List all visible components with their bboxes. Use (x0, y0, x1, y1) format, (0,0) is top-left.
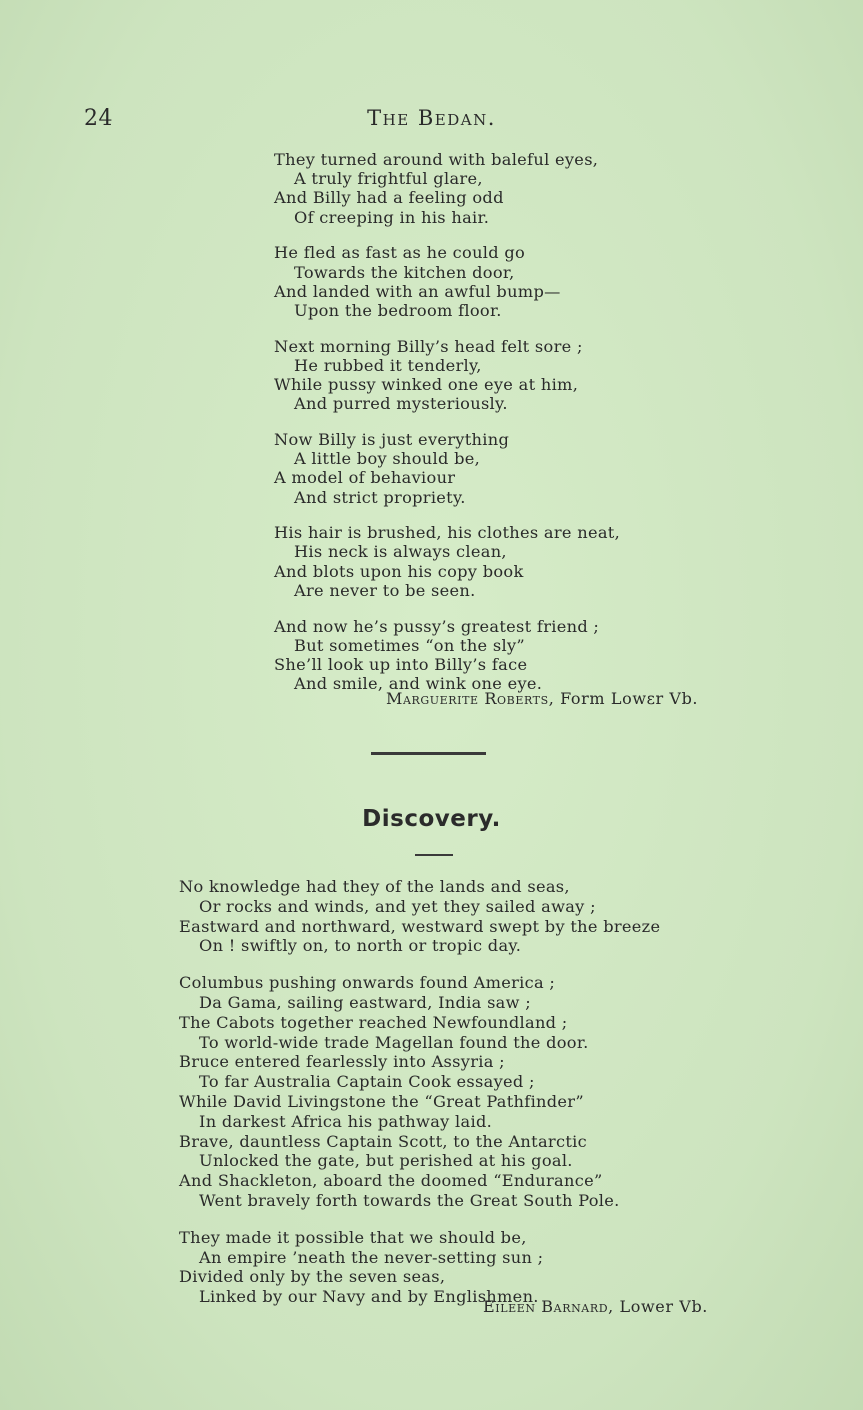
poem-line: She’ll look up into Billy’s face (274, 654, 528, 674)
title-underline (415, 854, 453, 856)
poem-line: Columbus pushing onwards found America ; (179, 973, 556, 993)
poem-line: Went bravely forth towards the Great South Pole. (199, 1190, 620, 1210)
poem-line: They made it possible that we should be, (179, 1227, 527, 1247)
poem-line: Bruce entered fearlessly into Assyria ; (179, 1052, 505, 1072)
poem-line: To far Australia Captain Cook essayed ; (199, 1072, 535, 1092)
poem-line: His hair is brushed, his clothes are neat, (274, 523, 621, 543)
poem-line: Brave, dauntless Captain Scott, to the Antarctic (179, 1131, 587, 1151)
poem-line: Unlocked the gate, but perished at his goal. (199, 1151, 573, 1171)
poem-line: Eastward and northward, westward swept by the breeze (179, 916, 661, 936)
page-header (0, 106, 863, 136)
poem-line: Da Gama, sailing eastward, India saw ; (199, 992, 531, 1012)
poem-billy (274, 150, 620, 710)
poem-line: And blots upon his copy book (274, 561, 524, 581)
stanza (274, 430, 620, 507)
poem-line: Now Billy is just everything (274, 429, 510, 449)
poem-line: But sometimes “on the sly” (294, 635, 525, 655)
poem-line: No knowledge had they of the lands and seas, (179, 877, 570, 896)
poem-line: Linked by our Navy and by Englishmen. (199, 1287, 539, 1307)
stanza (274, 243, 620, 320)
stanza (274, 337, 620, 414)
poem-line: The Cabots together reached Newfoundland ; (179, 1012, 568, 1032)
poem-discovery (179, 877, 660, 1324)
stanza (274, 150, 620, 227)
poem-title: Discovery. (362, 806, 501, 832)
section-divider (371, 752, 486, 755)
poem-line: Divided only by the seven seas, (179, 1267, 446, 1287)
signature-form: Form Lowεr Vb. (554, 689, 699, 708)
poem-line: While pussy winked one eye at him, (274, 375, 579, 395)
stanza (179, 973, 660, 1211)
stanza (274, 617, 620, 694)
poem-line: And purred mysteriously. (294, 394, 508, 414)
signature-name: Marguerite Roberts, (386, 689, 555, 708)
stanza (179, 1228, 660, 1307)
poem-line: And Billy had a feeling odd (274, 188, 504, 208)
poem-line: He fled as fast as he could go (274, 243, 526, 263)
poem-line: Next morning Billy’s head felt sore ; (274, 336, 583, 356)
poem-line: Towards the kitchen door, (294, 262, 515, 282)
poem-line: In darkest Africa his pathway laid. (199, 1111, 493, 1131)
poem-line: Of creeping in his hair. (294, 207, 490, 227)
signature-marguerite-roberts (386, 689, 698, 708)
poem-line: And strict propriety. (294, 487, 466, 507)
signature-form: Lower Vb. (613, 1297, 708, 1316)
signature-eileen-barnard (483, 1297, 708, 1316)
poem-line: While David Livingstone the “Great Pathfinder” (179, 1091, 584, 1111)
poem-line: Upon the bedroom floor. (294, 300, 502, 320)
running-title: The Bedan. (367, 106, 496, 130)
poem-line: Or rocks and winds, and yet they sailed away ; (199, 896, 596, 916)
poem-line: A truly frightful glare, (294, 169, 483, 189)
poem-line: He rubbed it tenderly, (294, 355, 482, 375)
poem-line: To world-wide trade Magellan found the door. (199, 1032, 589, 1052)
page-number: 24 (84, 106, 113, 131)
signature-name: Eileen Barnard, (483, 1297, 614, 1316)
poem-line: Are never to be seen. (294, 580, 476, 600)
stanza (274, 523, 620, 600)
poem-line: They turned around with baleful eyes, (274, 150, 599, 169)
poem-line: His neck is always clean, (294, 542, 507, 562)
poem-line: A little boy should be, (294, 449, 481, 469)
poem-line: A model of behaviour (274, 468, 456, 488)
poem-line: And now he’s pussy’s greatest friend ; (274, 616, 600, 636)
poem-line: On ! swiftly on, to north or tropic day. (199, 936, 522, 956)
poem-line: And smile, and wink one eye. (294, 674, 543, 694)
stanza (179, 877, 660, 956)
poem-line: And landed with an awful bump— (274, 281, 561, 301)
poem-line: An empire ’neath the never-setting sun ; (199, 1247, 544, 1267)
poem-line: And Shackleton, aboard the doomed “Endurance” (179, 1171, 603, 1191)
